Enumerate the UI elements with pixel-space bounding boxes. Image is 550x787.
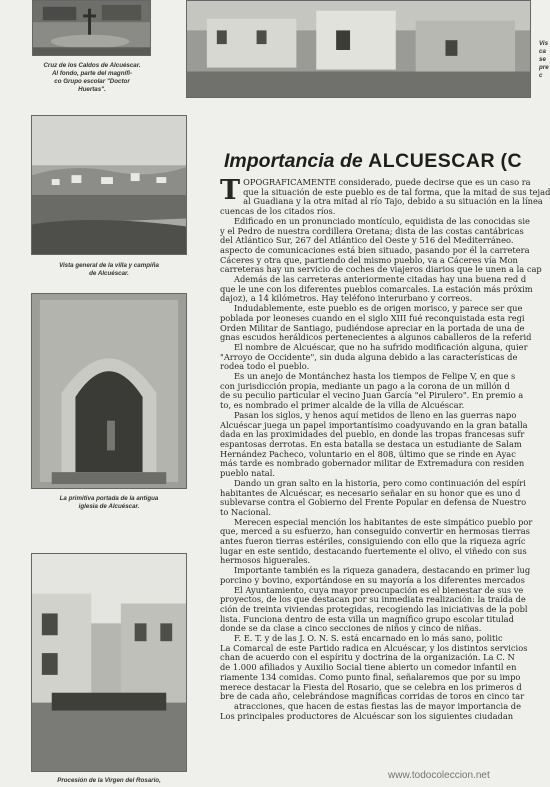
article-line: que, merced a su esfuerzo, han conseguido convertir en hermosas tierras (220, 527, 530, 537)
article-line: que la situación de este pueblo es de tal forma, que la mitad de sus tejad (243, 187, 550, 197)
article-line: lista. Funciona dentro de esta villa un magnífico grupo escolar titulad (220, 614, 514, 624)
article-line: dada en las proximidades del pueblo, en donde las tropas francesas sufr (220, 430, 525, 440)
article-line: espantosas derrotas. En esta batalla se destaca un estudiante de Salam (220, 439, 522, 449)
article-body (220, 175, 550, 721)
article-line: Alcuéscar juega un papel importantísimo coadyuvando en la gran batalla (220, 420, 528, 430)
article-line: Los principales productores de Alcuéscar son los siguientes ciudadan (220, 711, 514, 721)
article-line: carreteras hay un servicio de coches de viajeros diarios que le unen a la cap (220, 265, 542, 275)
article-line: ción de treinta viviendas protegidas, recogiendo las iniciativas de la pobl (220, 604, 528, 614)
article-line: Además de las carreteras anteriormente citadas hay una buena red d (234, 275, 527, 285)
article-line: riamente 134 comidas. Como punto final, señalaremos que por su impo (220, 672, 521, 682)
article-line: al Guadiana y la otra mitad al río Tajo, debido a su situación en la línea (243, 197, 543, 207)
photo-procession (31, 553, 187, 772)
caption-church-portal: La primitiva portada de la antigua iglesia de Alcuéscar. (59, 495, 159, 510)
article-line: Es un anejo de Montánchez hasta los tiempos de Felipe V, en que s (234, 372, 516, 382)
article-line: Hernández Pacheco, voluntario en el 808, último que se rinde en Ayac (220, 449, 516, 459)
article-line: con jurisdicción propia, mediante un pago a la corona de un millón d (220, 381, 510, 391)
article-line: gnas escudos heráldicos pertenecientes a algunos caballeros de la referid (220, 333, 532, 343)
article-line: del Atlántico Sur, 267 del Atlántico del Oeste y 516 del Mediterráneo. (220, 236, 514, 246)
article-line: Importante también es la riqueza ganadera, destacando en primer lug (234, 566, 531, 576)
article-title-place: ALCUESCAR (368, 150, 496, 172)
article-line: pueblo natal. (220, 469, 276, 479)
photo-church-portal (31, 293, 187, 489)
article-line: La Comarcal de este Partido radica en Alcuéscar, y los distintos servicios (220, 643, 528, 653)
article-line: de su peculio particular el vecino Juan García "el Pirulero". En premio a (220, 391, 524, 401)
article-line: El Ayuntamiento, cuya mayor preocupación es el bienestar de sus ve (234, 585, 524, 595)
article-title (224, 150, 522, 173)
caption-top-right-fragment: Vis ca se pre c (539, 40, 549, 79)
article-line: Dando un gran salto en la historia, pero como continuación del espíri (234, 478, 526, 488)
article-line: hermosos higuerales. (220, 556, 311, 566)
article-line: OPOGRAFICAMENTE considerado, puede decirse que es un caso ra (243, 178, 531, 187)
article-line: sublevarse contra el Gobierno del Frente Popular en defensa de Nuestro (220, 498, 527, 508)
article-line: antes fueron tierras estériles, consiguiendo con ello que la riqueza agríc (220, 537, 526, 547)
article-line: Orden Militar de Santiago, pudiéndose apreciar en la portada de una de (220, 323, 525, 333)
article-line: habitantes de Alcuéscar, es necesario señalar en su honor que es uno d (220, 488, 521, 498)
article-line: Cáceres y otra que, partiendo del mismo pueblo, va a Cáceres vía Mon (220, 255, 518, 265)
article-line: El nombre de Alcuéscar, que no ha sufrido modificación alguna, quier (234, 342, 528, 352)
article-line: dajoz), a 14 kilómetros. Hay teléfono interurbano y correos. (220, 294, 473, 304)
article-line: F. E. T. y de las J. O. N. S. está encarnado en lo más sano, politic (234, 634, 503, 644)
caption-village-view: Vista general de la villa y campiña de Alcuéscar. (59, 262, 159, 277)
article-line: proyectos, de los que destacan por su inmediata realización: la traída de (220, 595, 526, 605)
article-dropcap: T (220, 175, 241, 206)
article-line: de 1.000 afiliados y Auxilio Social tiene abierto un comedor infantil en (220, 663, 517, 673)
article-line: Merecen especial mención los habitantes de este simpático pueblo por (234, 517, 533, 527)
article-title-tail: (C (500, 150, 523, 172)
caption-procession: Procesión de la Virgen del Rosario, (57, 777, 161, 784)
article-line: to Nacional. (220, 507, 272, 517)
article-line: donde se da clase a cinco secciones de niños y cinco de niñas. (220, 624, 482, 634)
article-line: merece destacar la Fiesta del Rosario, que se celebra en los primeros d (220, 682, 522, 692)
article-line: lugar en este sentido, destacando fuertemente el olivo, el viñedo con sus (220, 546, 527, 556)
article-line: to, es nombrado el primer alcalde de la villa de Alcuéscar. (220, 401, 465, 411)
article-line: que le une con los diferentes pueblos comarcales. La estación más próxim (220, 284, 533, 294)
article-line: porcino y bovino, exportándose en su mayoría a los diferentes mercados (220, 575, 525, 585)
article-line: aspecto de comunicaciones está bien situado, pasando por él la carretera (220, 245, 530, 255)
photo-street-top (186, 0, 531, 98)
article-line: cuencas de los citados ríos. (220, 207, 336, 217)
article-line: "Arroyo de Occidente", sin duda alguna debido a las características de (220, 352, 518, 362)
photo-village-view (31, 115, 187, 255)
article-line: más tarde es nombrado gobernador militar de Extremadura con residen (220, 459, 525, 469)
article-line: Edificado en un pronunciado montículo, equidista de las conocidas sie (234, 216, 530, 226)
article-line: chan de acuerdo con el espíritu y doctrina de la organización. La C. N (220, 653, 515, 663)
photo-cruz-caldos (32, 0, 151, 56)
article-line: bre de cada año, celebrándose magníficas corridas de toros en cinco tar (220, 692, 525, 702)
article-line: Indudablemente, este pueblo es de origen morisco, y parece ser que (234, 304, 523, 314)
article-line: Pasan los siglos, y henos aquí metidos de lleno en las guerras napo (234, 410, 517, 420)
caption-cruz-caldos: Cruz de los Caldos de Alcuéscar. Al fondo, parte del magnífi- co Grupo escolar "Doctor Huertas". (43, 62, 141, 93)
watermark: www.todocoleccion.net (388, 770, 490, 781)
article-line: rodea todo el pueblo. (220, 362, 310, 372)
article-title-italic: Importancia de (224, 150, 363, 172)
article-line: y el Pedro de nuestra cordillera Oretana; dista de las costas cantábricas (220, 226, 524, 236)
article-line: poblada por leoneses cuando en el siglo XIII fué reconquistada esta regi (220, 313, 525, 323)
article-line: atracciones, que hacen de estas fiestas las de mayor importancia de (234, 701, 522, 711)
